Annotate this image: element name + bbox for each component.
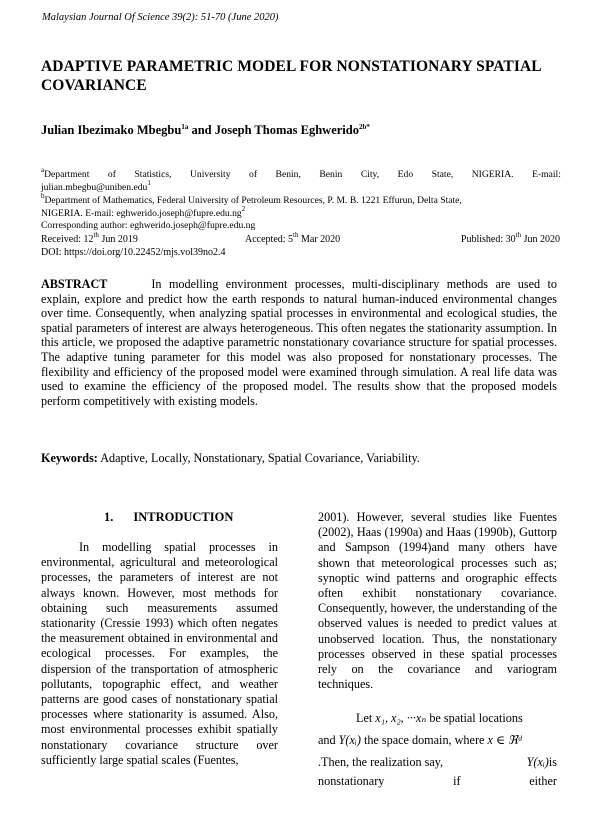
- aff-b-email: NIGERIA. E-mail: eghwerido.joseph@fupre.edu.ng: [41, 207, 242, 219]
- aff-a-email-sup: 1: [147, 178, 151, 187]
- section-heading: [104, 510, 233, 525]
- section-title: INTRODUCTION: [133, 510, 234, 524]
- left-column-paragraph: In modelling spatial processes in environmental, agricultural and meteorological processes, the parameters of interest are not always known. However, most methods for obtaining such measurements assumed stationarity (Cressie 1993) which often negates the measurement obtained in environmental and ecological processes. For examples, the dispersion of the transportation of atmospheric pollutants, topographic effect, and weather patterns are good cases of nonstationary spatial processes where stationarity is assumed. Also, most environmental processes exhibit spatially nonstationary covariance structure over sufficiently large spatial scales (Fuentes,: [41, 540, 278, 767]
- aff-b-text: Department of Mathematics, Federal University of Petroleum Resources, P. M. B. 1221 Effurun, Delta State,: [44, 195, 462, 206]
- published-rest: Jun 2020: [521, 234, 560, 245]
- received-rest: Jun 2019: [98, 234, 138, 245]
- aff-a-sup: a: [41, 166, 45, 174]
- section-number: 1.: [104, 510, 114, 524]
- aff-a-w2: Statistics,: [134, 169, 172, 180]
- aff-a-w5: Benin,: [275, 169, 301, 180]
- received-label: Received: 12: [41, 234, 94, 245]
- aff-a-w4: of: [249, 169, 258, 180]
- affiliation-b: [41, 192, 561, 233]
- p2-end-1: if: [453, 774, 461, 789]
- aff-a-w11: E-mail:: [532, 169, 561, 180]
- doi-link[interactable]: DOI: https://doi.org/10.22452/mjs.vol39no2.4: [41, 247, 226, 258]
- aff-b-email-sup: 2: [241, 204, 246, 213]
- p2-locations: x₁, x₂, ···xₙ: [375, 711, 427, 726]
- aff-a-w9: State,: [431, 169, 454, 180]
- author-joiner: and: [188, 123, 215, 137]
- aff-a-word0: [41, 166, 90, 182]
- affiliation-a-line1: [41, 166, 561, 182]
- abstract: [41, 277, 557, 408]
- aff-b-sup: b: [41, 192, 45, 200]
- p2-Y2-wrap: [527, 751, 557, 773]
- accepted-date: [245, 231, 445, 245]
- author-2-sup: 2b*: [358, 123, 370, 131]
- right-column-paragraph-1: 2001). However, several studies like Fuentes (2002), Haas (1990a) and Haas (1990b), Guttorp and Sampson (1994)and many others have shown that meteorological processes such as; synoptic wind patterns and orographic effects often exhibit nonstationary covariance. Consequently, however, the understanding of the observed values is needed to predict values at unobserved location. Thus, the nonstationary processes observed in these spatial processes rely on the covariance and variogram techniques.: [318, 510, 557, 692]
- aff-a-w6: Benin: [319, 169, 343, 180]
- affiliation-a-line2: [41, 178, 561, 195]
- right-column: [318, 510, 557, 789]
- abstract-label: ABSTRACT: [41, 277, 108, 291]
- affiliation-b-line1: [41, 192, 561, 208]
- p2-is: is: [548, 755, 557, 770]
- aff-a-w3: University: [190, 169, 231, 180]
- paper-title: ADAPTIVE PARAMETRIC MODEL FOR NONSTATIONARY SPATIAL COVARIANCE: [41, 58, 541, 94]
- keywords-text: Adaptive, Locally, Nonstationary, Spatial Covariance, Variability.: [97, 451, 420, 465]
- author-1: Julian Ibezimako Mbegbu: [41, 123, 182, 137]
- p2-b: the space domain, where: [360, 733, 488, 748]
- p2-end-2: either: [529, 774, 557, 789]
- right-column-paragraph-2b: [318, 729, 557, 751]
- published-label: Published: 30: [460, 234, 516, 245]
- p2-a: be spatial locations: [426, 711, 523, 726]
- aff-a-w0: Department: [44, 169, 90, 180]
- author-2: Joseph Thomas Eghwerido: [214, 123, 359, 137]
- p2-end-0: nonstationary: [318, 774, 385, 789]
- right-column-paragraph-2: [318, 707, 557, 729]
- keywords-label: Keywords:: [41, 451, 98, 465]
- accepted-label: Accepted: 5: [245, 234, 294, 245]
- p2-Y2: Y(xᵢ): [526, 755, 549, 770]
- accepted-rest: Mar 2020: [298, 234, 341, 245]
- p2-and: and: [318, 733, 339, 748]
- aff-a-w1: of: [107, 169, 116, 180]
- published-date: [460, 231, 560, 245]
- right-column-paragraph-2c: [318, 751, 557, 773]
- left-column: [41, 540, 278, 768]
- aff-a-w7: City,: [360, 169, 380, 180]
- affiliation-a: [41, 166, 561, 194]
- p2-Y: Y(xᵢ): [338, 733, 361, 748]
- journal-header: Malaysian Journal Of Science 39(2): 51-70 (June 2020): [42, 12, 279, 23]
- p2-set: x ∈ ℜᵈ: [487, 733, 522, 748]
- abstract-text: In modelling environment processes, multi-disciplinary methods are used to explain, explore and predict how the earth responds to natural human-induced environmental changes over time. Consequently, when analyzing spatial processes in environmental and ecological studies, the spatial parameters of interest are always heterogeneous. This often negates the stationarity assumption. In this article, we proposed the adaptive parametric nonstationary covariance structure for spatial processes. The adaptive tuning parameter for this model was also proposed for nonstationary processes. The flexibility and efficiency of the proposed model were examined through simulation. A real life data was used to examine the efficiency of the proposed model. The results show that the proposed models perform competitively with existing models.: [41, 277, 557, 408]
- received-date: [41, 231, 245, 245]
- right-column-paragraph-2d: [318, 773, 557, 789]
- aff-a-w8: Edo: [397, 169, 414, 180]
- p2-then: .Then, the realization say,: [318, 755, 447, 770]
- affiliation-b-line2: [41, 204, 561, 221]
- author-list: [41, 123, 370, 138]
- dates-line: [41, 231, 560, 245]
- p2-let: Let: [356, 711, 376, 726]
- accepted-sup: th: [293, 231, 299, 239]
- corresponding-author: Corresponding author: eghwerido.joseph@fupre.edu.ng: [41, 220, 256, 231]
- aff-a-email: julian.mbegbu@uniben.edu: [41, 181, 148, 193]
- received-sup: th: [93, 231, 99, 239]
- keywords: [41, 451, 420, 466]
- aff-a-w10: NIGERIA.: [471, 169, 514, 180]
- author-1-sup: 1a: [181, 123, 189, 131]
- published-sup: th: [515, 231, 522, 239]
